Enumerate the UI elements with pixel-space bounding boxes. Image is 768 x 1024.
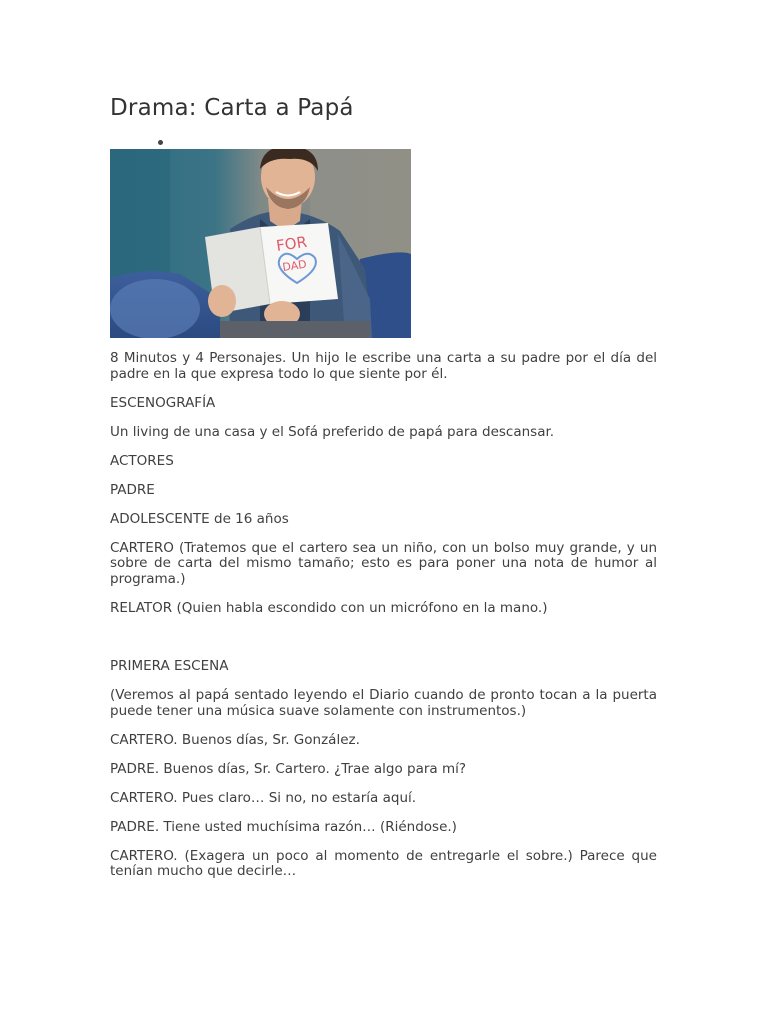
document-body	[110, 351, 657, 893]
dialogue-line: CARTERO. Pues claro… Si no, no estaría aquí.	[110, 789, 417, 806]
heading-escenografia: ESCENOGRAFÍA	[110, 394, 216, 411]
actor-relator: RELATOR (Quien habla escondido con un micrófono en la mano.)	[110, 599, 548, 616]
stage-direction: (Veremos al papá sentado leyendo el Diario cuando de pronto tocan a la puerta puede tener una música suave solamente con instrumentos.)	[110, 687, 657, 719]
paragraph-intro: 8 Minutos y 4 Personajes. Un hijo le escribe una carta a su padre por el día del padre en la que expresa todo lo que siente por él.	[110, 350, 657, 382]
heading-actores: ACTORES	[110, 452, 174, 469]
actor-cartero: CARTERO (Tratemos que el cartero sea un niño, con un bolso muy grande, y un sobre de carta del mismo tamaño; esto es para poner una nota de humor al programa.)	[110, 539, 657, 587]
paragraph-escenografia: Un living de una casa y el Sofá preferido de papá para descansar.	[110, 423, 555, 440]
dialogue-line: CARTERO. Buenos días, Sr. González.	[110, 731, 360, 748]
document-title: Drama: Carta a Papá	[110, 95, 354, 121]
bullet-icon	[158, 140, 163, 145]
dialogue-line: PADRE. Buenos días, Sr. Cartero. ¿Trae algo para mí?	[110, 760, 467, 777]
card-text-for: FOR	[275, 232, 309, 255]
card-text-dad: DAD	[281, 257, 308, 274]
actor-adolescente: ADOLESCENTE de 16 años	[110, 510, 289, 527]
dialogue-line: CARTERO. (Exagera un poco al momento de entregarle el sobre.) Parece que tenían mucho que decirle…	[110, 847, 657, 879]
actor-padre: PADRE	[110, 481, 155, 498]
dialogue-line: PADRE. Tiene usted muchísima razón… (Riéndose.)	[110, 818, 457, 835]
father-card-photo	[110, 149, 411, 338]
heading-primera-escena: PRIMERA ESCENA	[110, 658, 229, 674]
